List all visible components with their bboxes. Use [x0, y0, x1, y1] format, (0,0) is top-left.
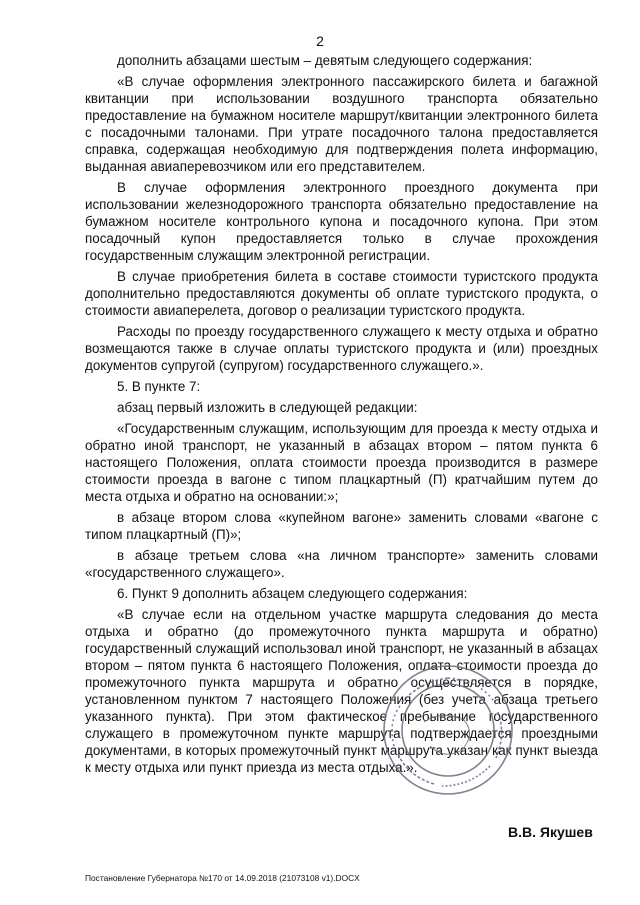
page-number: 2 — [316, 33, 324, 49]
paragraph: В случае приобретения билета в составе стоимости туристского продукта дополнительно предоставляются документы об оплате туристского продукта, о стоимости авиаперелета, договор о реализации туристского продукта. — [85, 269, 598, 318]
document-footer: Постановление Губернатора №170 от 14.09.2018 (21073108 v1).DOCX — [85, 873, 360, 883]
official-seal-stamp — [380, 662, 516, 798]
paragraph: в абзаце втором слова «купейном вагоне» заменить словами «вагоне с типом плацкартный (П)»; — [85, 510, 598, 542]
paragraph: 5. В пункте 7: — [117, 379, 201, 394]
paragraph: в абзаце третьем слова «на личном транспорте» заменить словами «государственного служащего». — [85, 548, 598, 580]
paragraph: «В случае оформления электронного пассажирского билета и багажной квитанции при использовании воздушного транспорта обязательно предоставление на бумажном носителе маршрут/квитанции электронного билета с посадочными талонами. При утрате посадочного талона предоставляется справка, содержащая необходимую для подтверждения полета информацию, выданная авиаперевозчиком или его представителем. — [85, 74, 598, 174]
paragraph: «Государственным служащим, использующим для проезда к месту отдыха и обратно иной транспорт, не указанный в абзацах втором – пятом пункта 6 настоящего Положения, оплата стоимости проезда производится в размере стоимости проезда в вагоне с типом плацкартный (П) кратчайшим путем до места отдыха и обратно на основании:»; — [85, 421, 598, 504]
paragraph: «В случае если на отдельном участке маршрута следования до места отдыха и обратно (до промежуточного пункта маршрута и обратно) государственный служащий использовал иной транспорт, не указанный в абзацах втором – пятом пункта 6 настоящего Положения, оплата стоимости проезда до промежуточного пункта маршрута и обратно осуществляется в порядке, установленном пунктом 7 настоящего Положения (без учета абзаца третьего указанного пункта). При этом фактическое пребывание государственного служащего в промежуточном пункте маршрута подтверждается проездными документами, в которых промежуточный пункт маршрута указан как пункт выезда к месту отдыха или пункт приезда из места отдыха.». — [85, 607, 598, 775]
paragraph: дополнить абзацами шестым – девятым следующего содержания: — [117, 53, 533, 68]
paragraph: 6. Пункт 9 дополнить абзацем следующего содержания: — [117, 586, 468, 601]
paragraph: абзац первый изложить в следующей редакции: — [117, 400, 418, 415]
paragraph: Расходы по проезду государственного служащего к месту отдыха и обратно возмещаются также в случае оплаты туристского продукта и (или) проездных документов супругой (супругом) государственного служащего.». — [85, 324, 598, 373]
paragraph: В случае оформления электронного проездного документа при использовании железнодорожного транспорта обязательно предоставление на бумажном носителе контрольного купона и посадочного купона. При этом посадочный купон предоставляется только в случае прохождения государственным служащим электронной регистрации. — [85, 180, 598, 263]
signatory-name: В.В. Якушев — [508, 824, 593, 840]
document-body — [85, 52, 598, 780]
